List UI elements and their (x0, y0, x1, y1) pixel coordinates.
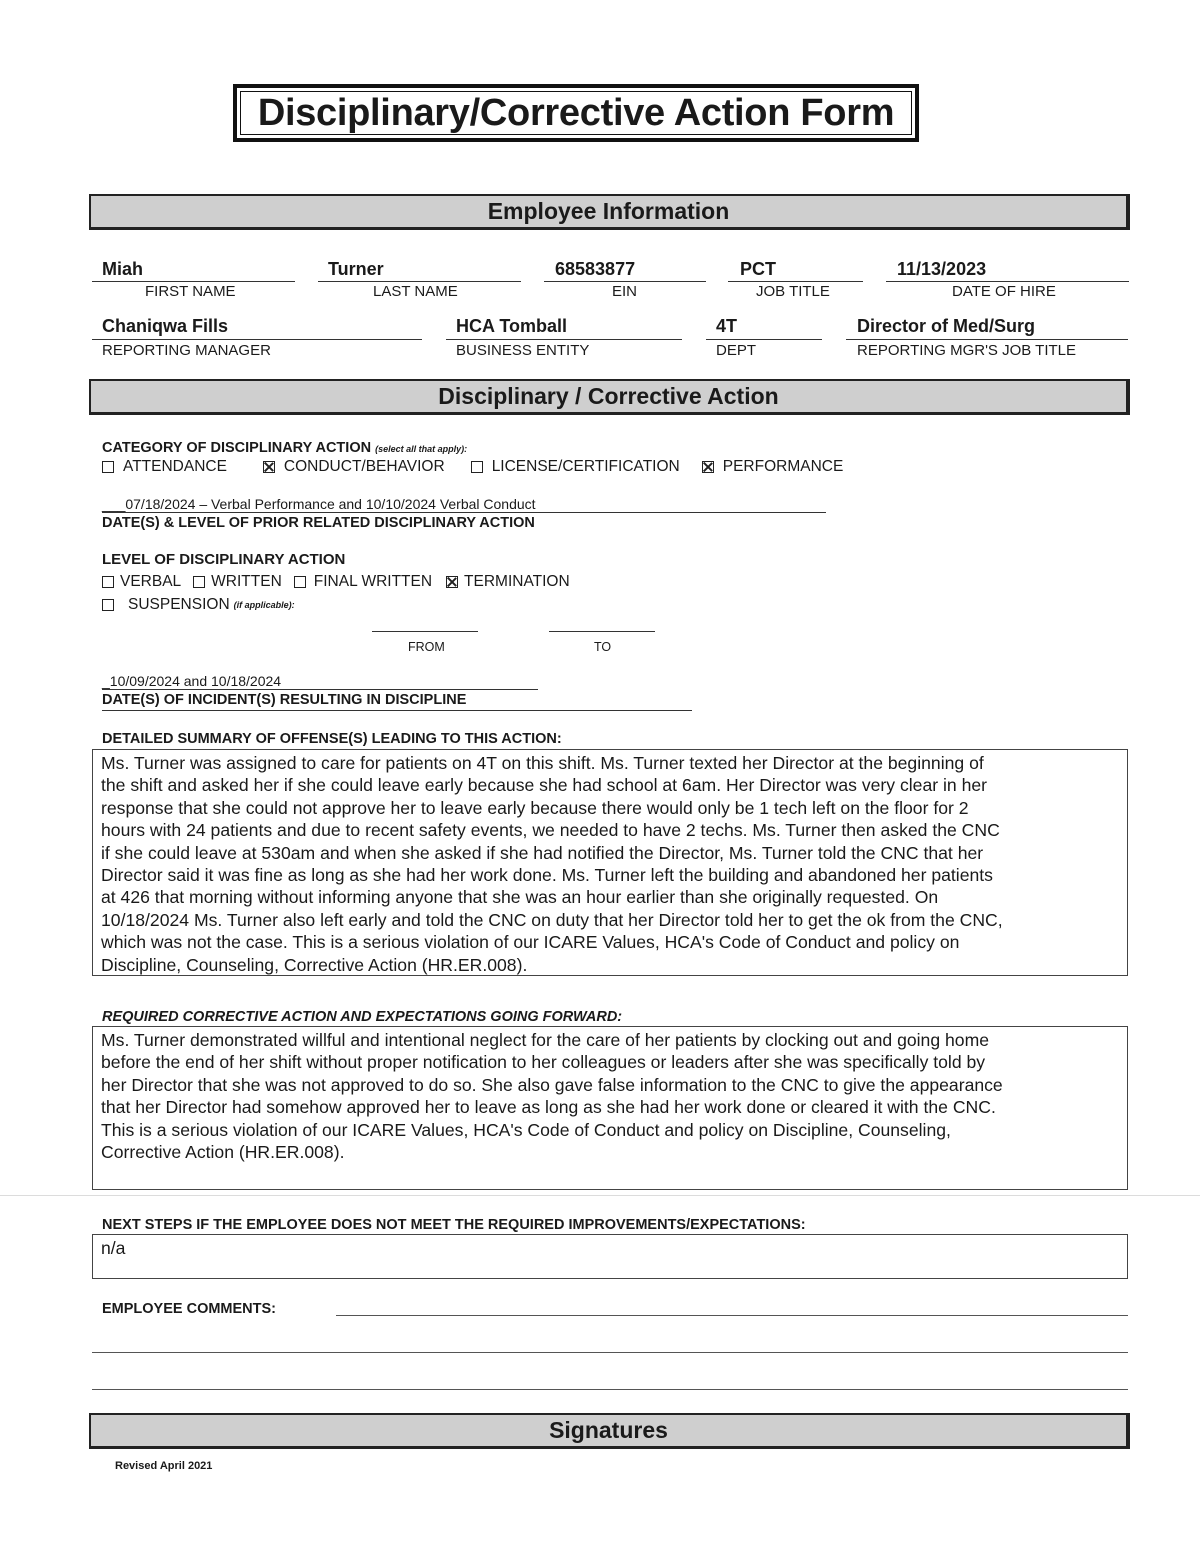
manager-job-title-value: Director of Med/Surg (857, 316, 1036, 336)
text-line: her Director that she was not approved to do so. She also gave false information to the CNC to give the appearance (101, 1074, 1003, 1095)
option-label: VERBAL (120, 573, 182, 590)
suspension-row[interactable] (102, 596, 295, 614)
checkbox-suspension[interactable] (102, 599, 114, 611)
job-title-line (728, 281, 863, 282)
form-title-box (233, 84, 919, 142)
text-line: This is a serious violation of our ICARE Values, HCA's Code of Conduct and policy on Discipline, Counseling, (101, 1119, 951, 1140)
text-line: response that she could not approve her to leave early because there would only be 1 tech left on the floor for 2 (101, 797, 969, 818)
text-line: the shift and asked her if she could leave early because she had school at 6am. Her Director was very clear in her (101, 775, 988, 796)
category-note: (select all that apply): (375, 444, 468, 454)
summary-textarea[interactable] (92, 749, 1128, 976)
section-title: Employee Information (487, 198, 730, 224)
comments-line-3[interactable] (92, 1389, 1128, 1390)
level-options (102, 573, 594, 591)
summary-heading: DETAILED SUMMARY OF OFFENSE(S) LEADING TO THIS ACTION: (102, 731, 562, 747)
text-line: hours with 24 patients and due to recent safety events, we needed to have 2 techs. Ms. Turner then asked the CNC (101, 820, 1000, 841)
scan-divider (0, 1195, 1200, 1196)
checkbox-license-certification[interactable] (471, 461, 483, 473)
job-title-label: JOB TITLE (756, 283, 830, 300)
first-name-label: FIRST NAME (145, 283, 236, 300)
level-heading: LEVEL OF DISCIPLINARY ACTION (102, 551, 346, 568)
text-line: 10/18/2024 Ms. Turner also left early and told the CNC on duty that her Director told her to get the ok from the CNC, (101, 909, 1003, 930)
business-entity-line (446, 339, 682, 340)
suspension-note: (if applicable): (233, 600, 295, 610)
category-option[interactable] (702, 458, 844, 476)
form-title: Disciplinary/Corrective Action Form (257, 91, 895, 134)
prior-action-text: 07/18/2024 – Verbal Performance and 10/10/2024 Verbal Conduct (125, 496, 536, 512)
level-option[interactable] (102, 573, 181, 591)
dept-value: 4T (716, 316, 738, 336)
from-label: FROM (408, 640, 445, 654)
category-option[interactable] (471, 458, 680, 476)
section-title: Disciplinary / Corrective Action (438, 383, 779, 409)
checkbox-termination[interactable] (446, 576, 458, 588)
checkbox-attendance[interactable] (102, 461, 114, 473)
option-label: LICENSE/CERTIFICATION (491, 458, 680, 475)
incident-dates-line (102, 689, 538, 690)
next-steps-heading: NEXT STEPS IF THE EMPLOYEE DOES NOT MEET THE REQUIRED IMPROVEMENTS/EXPECTATIONS: (102, 1217, 806, 1233)
text-line: Ms. Turner demonstrated willful and intentional neglect for the care of her patients by clocking out and going home (101, 1030, 990, 1050)
text-line: Discipline, Counseling, Corrective Action (HR.ER.008). (101, 954, 528, 975)
level-option[interactable] (446, 573, 570, 591)
next-steps-textarea[interactable] (92, 1234, 1128, 1279)
prior-action-value: ___07/18/2024 – Verbal Performance and 10/10/2024 Verbal Conduct (102, 496, 536, 512)
business-entity-value: HCA Tomball (456, 316, 567, 336)
ein-line (544, 281, 706, 282)
dept-line (706, 339, 822, 340)
section-title: Signatures (549, 1417, 668, 1443)
checkbox-written[interactable] (193, 576, 205, 588)
first-name-line (92, 281, 295, 282)
required-action-textarea[interactable] (92, 1026, 1128, 1190)
text-line: at 426 that morning without informing anyone that she was an hour earlier than she originally requested. On (101, 887, 939, 908)
level-option[interactable] (294, 573, 432, 591)
next-steps-value: n/a (101, 1238, 126, 1258)
checkbox-verbal[interactable] (102, 576, 114, 588)
checkbox-performance[interactable] (702, 461, 714, 473)
option-label: WRITTEN (211, 573, 282, 590)
text-line: that her Director had somehow approved her to leave as long as she had her work done or cleared it with the CNC. (101, 1097, 996, 1118)
required-heading: REQUIRED CORRECTIVE ACTION AND EXPECTATIONS GOING FORWARD: (102, 1009, 623, 1025)
manager-job-title-label: REPORTING MGR'S JOB TITLE (857, 342, 1077, 359)
ein-label: EIN (612, 283, 638, 300)
category-options (102, 458, 867, 476)
prior-action-line (102, 512, 826, 513)
option-label: ATTENDANCE (123, 458, 227, 475)
text-line: Corrective Action (HR.ER.008). (101, 1142, 345, 1163)
section-signatures (89, 1413, 1130, 1449)
incident-dates-label: DATE(S) OF INCIDENT(S) RESULTING IN DISCIPLINE (102, 692, 467, 708)
date-of-hire-line (886, 281, 1129, 282)
incident-dates-value: _10/09/2024 and 10/18/2024 (102, 673, 282, 689)
text-line: before the end of her shift without proper notification to her colleagues or leaders after she was specifically told by (101, 1052, 986, 1073)
category-heading-text: CATEGORY OF DISCIPLINARY ACTION (102, 440, 372, 456)
business-entity-label: BUSINESS ENTITY (456, 342, 590, 359)
manager-job-title-line (846, 339, 1128, 340)
text-line: Director said it was fine as long as she had her work done. Ms. Turner left the building and abandoned her patients (101, 865, 993, 886)
comments-line-2[interactable] (92, 1352, 1128, 1353)
dept-label: DEPT (716, 342, 757, 359)
suspension-to-line[interactable] (549, 631, 655, 632)
level-option[interactable] (193, 573, 282, 591)
incident-dates-text: 10/09/2024 and 10/18/2024 (109, 673, 282, 689)
reporting-manager-value: Chaniqwa Fills (102, 316, 229, 336)
last-name-line (318, 281, 521, 282)
last-name-label: LAST NAME (373, 283, 458, 300)
job-title-value: PCT (740, 259, 776, 279)
category-heading (102, 440, 467, 456)
option-label: FINAL WRITTEN (313, 573, 433, 590)
text-line: which was not the case. This is a serious violation of our ICARE Values, HCA's Code of Conduct and policy on (101, 932, 960, 953)
text-line: Ms. Turner was assigned to care for patients on 4T on this shift. Ms. Turner texted her Director at the beginning of (101, 753, 984, 773)
option-label: CONDUCT/BEHAVIOR (283, 458, 445, 475)
section-disciplinary-action (89, 379, 1130, 415)
option-label: PERFORMANCE (722, 458, 844, 475)
reporting-manager-label: REPORTING MANAGER (102, 342, 271, 359)
section-employee-information (89, 194, 1130, 230)
to-label: TO (594, 640, 612, 654)
prior-action-label: DATE(S) & LEVEL OF PRIOR RELATED DISCIPLINARY ACTION (102, 515, 535, 531)
suspension-from-line[interactable] (372, 631, 478, 632)
option-label: TERMINATION (464, 573, 570, 590)
reporting-manager-line (92, 339, 422, 340)
revised-note: Revised April 2021 (115, 1460, 213, 1472)
date-of-hire-value: 11/13/2023 (897, 259, 987, 279)
comments-line-1[interactable] (336, 1315, 1128, 1316)
category-option[interactable] (263, 458, 445, 476)
first-name-value: Miah (102, 259, 144, 279)
incident-label-line (102, 710, 692, 711)
last-name-value: Turner (328, 259, 384, 279)
ein-value: 68583877 (555, 259, 636, 279)
checkbox-conduct-behavior[interactable] (263, 461, 275, 473)
employee-comments-heading: EMPLOYEE COMMENTS: (102, 1301, 277, 1317)
date-of-hire-label: DATE OF HIRE (952, 283, 1056, 300)
suspension-label: SUSPENSION (128, 596, 230, 613)
category-option[interactable] (102, 458, 227, 476)
checkbox-final-written[interactable] (294, 576, 306, 588)
text-line: if she could leave at 530am and when she asked if she had notified the Director, Ms. Turner told the CNC that her (101, 842, 984, 863)
